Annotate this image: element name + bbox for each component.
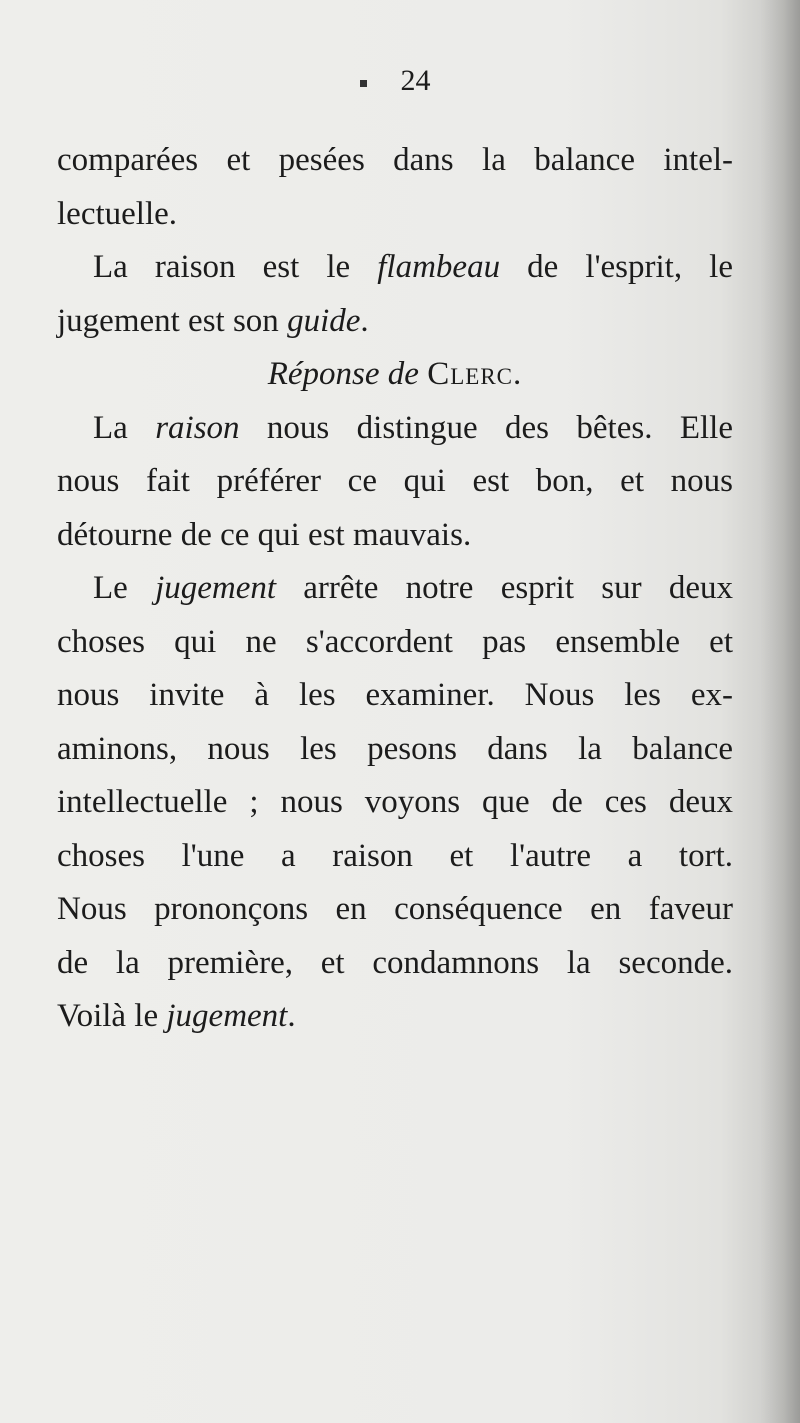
text-line: Nous prononçons en conséquence en faveur [57,891,733,927]
emphasis: raison [155,409,240,446]
body-text [57,134,733,1044]
ornament-mark [360,80,367,87]
text-line: choses qui ne s'accordent pas ensemble et [57,623,733,660]
page-header [0,64,800,98]
text-line: intellectuelle ; nous voyons que de ces deux [57,784,733,820]
text-line: comparées et pesées dans la balance intel- [57,142,733,178]
gutter-shadow [760,0,800,1423]
emphasis: jugement [155,570,277,606]
text-line: La raison nous distingue des bêtes. Elle [93,409,733,446]
text-line: aminons, nous les pesons dans la balance [57,730,733,767]
text-line: nous fait préférer ce qui est bon, et nous [57,463,733,499]
emphasis: flambeau [377,249,501,285]
text-line: de la première, et condamnons la seconde. [57,944,733,981]
text-line: lectuelle. [57,195,178,232]
emphasis: guide [287,302,361,339]
page-number: 24 [400,64,431,97]
heading-name: Clerc. [427,356,523,392]
emphasis: jugement [166,998,288,1034]
text-line: détourne de ce qui est mauvais. [57,516,472,553]
text-line: Voilà le jugement. [57,998,296,1034]
text-line: La raison est le flambeau de l'esprit, le [93,249,733,285]
text-line: Le jugement arrête notre esprit sur deux [93,570,733,606]
text-line: choses l'une a raison et l'autre a tort. [57,837,733,874]
text-line: nous invite à les examiner. Nous les ex- [57,677,733,713]
text-line: jugement est son guide. [57,302,369,339]
section-heading: Réponse de Clerc. [267,356,523,392]
